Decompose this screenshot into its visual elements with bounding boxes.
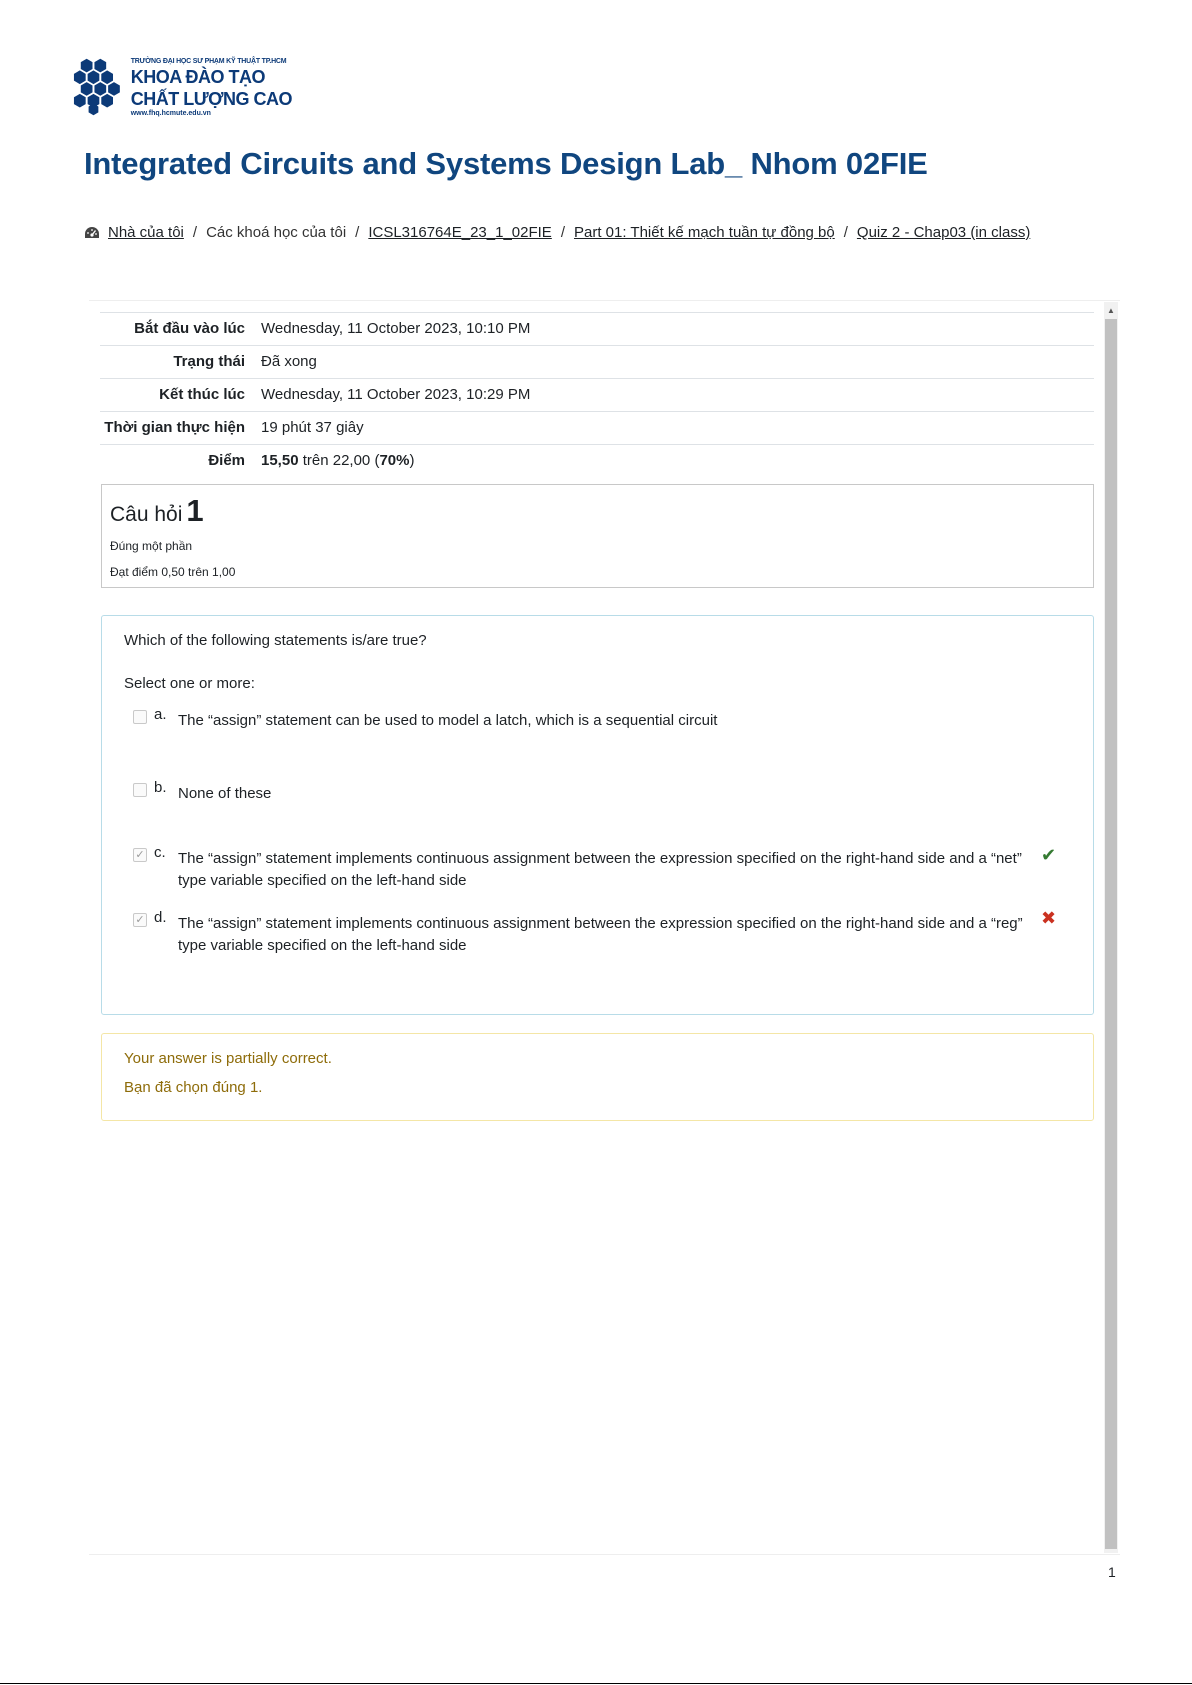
answer-prompt: Select one or more: xyxy=(124,675,255,692)
logo-school-name: TRƯỜNG ĐẠI HỌC SƯ PHẠM KỸ THUẬT TP.HCM xyxy=(130,57,287,65)
logo xyxy=(72,54,292,120)
summary-value: Wednesday, 11 October 2023, 10:29 PM xyxy=(261,386,531,403)
attempt-summary-table xyxy=(100,312,1094,477)
summary-row-started xyxy=(100,313,1094,346)
feedback-box xyxy=(101,1033,1094,1121)
logo-url: www.fhq.hcmute.edu.vn xyxy=(130,109,211,117)
question-text: Which of the following statements is/are true? xyxy=(124,632,427,649)
summary-label: Điểm xyxy=(208,452,245,469)
breadcrumb-section[interactable]: Part 01: Thiết kế mạch tuần tự đồng bộ xyxy=(573,224,835,241)
breadcrumb xyxy=(84,224,1030,241)
answer-option-c xyxy=(124,842,1071,907)
grade-total: trên 22,00 ( xyxy=(302,452,380,469)
question-grade: Đạt điểm 0,50 trên 1,00 xyxy=(110,565,236,579)
grade-percent: 70% xyxy=(379,452,410,469)
breadcrumb-home[interactable]: Nhà của tôi xyxy=(108,224,184,241)
summary-value: 19 phút 37 giây xyxy=(261,419,364,436)
question-label: Câu hỏi xyxy=(110,503,183,526)
option-letter: a. xyxy=(154,706,167,723)
scroll-up-arrow-icon[interactable]: ▲ xyxy=(1107,305,1115,315)
question-info xyxy=(101,484,1094,588)
page-divider xyxy=(0,1683,1192,1684)
checkbox-checked[interactable]: ✓ xyxy=(133,848,147,862)
checkbox[interactable] xyxy=(133,710,147,724)
scrollbar-thumb[interactable] xyxy=(1105,319,1117,1549)
question-state: Đúng một phần xyxy=(110,539,193,553)
feedback-line-1: Your answer is partially correct. xyxy=(124,1050,332,1067)
checkbox[interactable] xyxy=(133,783,147,797)
logo-line-2: CHẤT LƯỢNG CAO xyxy=(130,88,292,109)
option-text: The “assign” statement can be used to model a latch, which is a sequential circuit xyxy=(178,712,718,729)
summary-label: Trạng thái xyxy=(173,353,245,370)
summary-label: Bắt đầu vào lúc xyxy=(134,320,245,337)
breadcrumb-my-courses: Các khoá học của tôi xyxy=(206,224,347,241)
logo-hexagon-icon xyxy=(72,56,125,118)
option-text: The “assign” statement implements continuous assignment between the expression specified on the right-hand side and a “reg” type variable specified on the left-hand side xyxy=(178,915,1023,954)
checkbox-checked[interactable]: ✓ xyxy=(133,913,147,927)
option-letter: c. xyxy=(154,844,166,861)
summary-row-grade xyxy=(100,445,1094,478)
page-title: Integrated Circuits and Systems Design Lab_ Nhom 02FIE xyxy=(84,146,928,181)
option-text: The “assign” statement implements continuous assignment between the expression specified on the right-hand side and a “net” type variable specified on the left-hand side xyxy=(178,850,1022,889)
cross-icon: ✖ xyxy=(1041,908,1057,928)
answer-option-b xyxy=(124,777,1071,842)
summary-value: Đã xong xyxy=(261,353,317,370)
answer-option-a xyxy=(124,704,1071,777)
answer-options xyxy=(124,704,1071,972)
option-text: None of these xyxy=(178,785,272,802)
grade-score: 15,50 xyxy=(261,452,299,469)
check-icon: ✔ xyxy=(1041,845,1057,865)
feedback-line-2: Bạn đã chọn đúng 1. xyxy=(124,1079,263,1096)
logo-line-1: KHOA ĐÀO TẠO xyxy=(130,66,266,87)
grade-close: ) xyxy=(409,452,415,469)
summary-value: Wednesday, 11 October 2023, 10:10 PM xyxy=(261,320,531,337)
summary-label: Kết thúc lúc xyxy=(159,386,245,403)
dashboard-icon[interactable] xyxy=(84,226,100,240)
answer-option-d xyxy=(124,907,1071,972)
option-letter: d. xyxy=(154,909,167,926)
page-number: 1 xyxy=(1108,1564,1116,1580)
option-letter: b. xyxy=(154,779,167,796)
breadcrumb-separator: / xyxy=(355,224,360,241)
summary-row-state xyxy=(100,346,1094,379)
breadcrumb-separator: / xyxy=(192,224,198,241)
breadcrumb-separator: / xyxy=(560,224,565,241)
question-heading xyxy=(110,493,1085,529)
question-number: 1 xyxy=(186,493,204,528)
breadcrumb-course[interactable]: ICSL316764E_23_1_02FIE xyxy=(368,224,552,241)
scrollbar[interactable] xyxy=(1104,302,1118,1553)
question-formulation xyxy=(101,615,1094,1015)
breadcrumb-quiz[interactable]: Quiz 2 - Chap03 (in class) xyxy=(856,224,1031,241)
summary-row-time-taken xyxy=(100,412,1094,445)
summary-value xyxy=(253,445,1094,478)
summary-row-completed xyxy=(100,379,1094,412)
summary-label: Thời gian thực hiện xyxy=(104,419,245,436)
breadcrumb-separator: / xyxy=(843,224,848,241)
